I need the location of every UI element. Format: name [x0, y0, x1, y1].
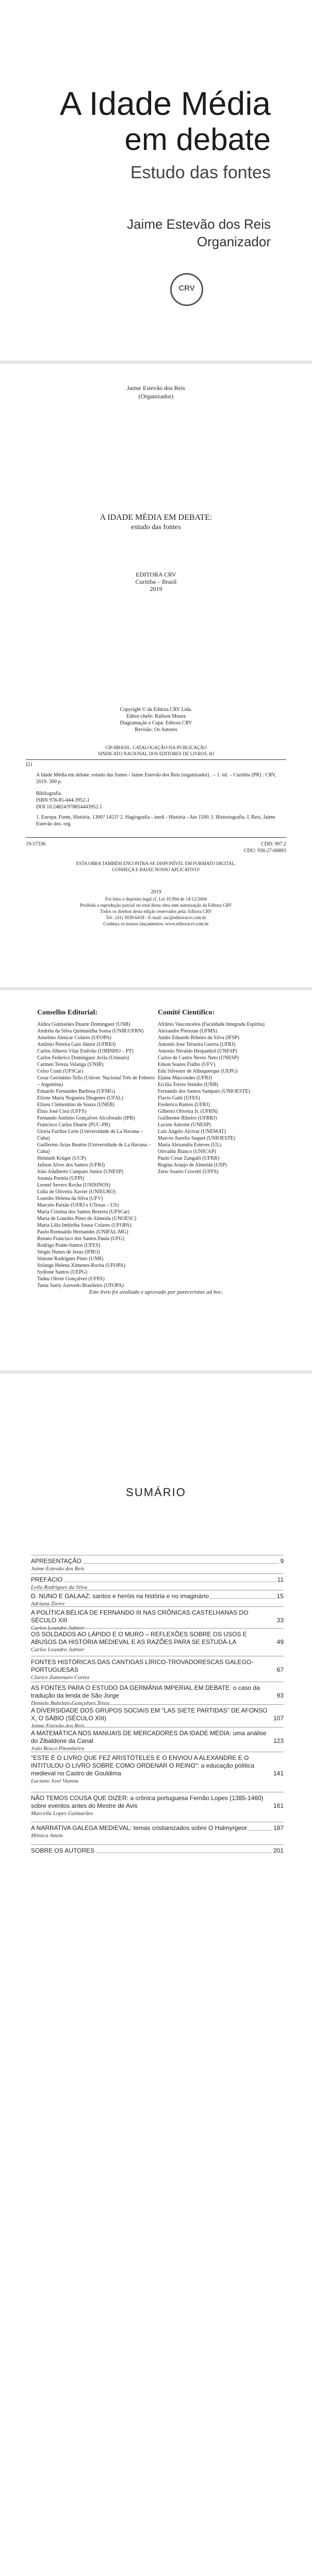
cip-isbn: ISBN 978-85-444-3952-1: [36, 798, 90, 803]
legal-notice: Proibida a reprodução parcial ou total desta obra sem autorização da Editora CRV: [80, 903, 232, 908]
council-member: Tadeu Oliver Gonçalves (UFPA): [37, 1276, 105, 1282]
toc-entry-title: PREFÁCIO: [31, 1576, 63, 1583]
toc-divider: [31, 1844, 284, 1845]
toc-entry-page: 161: [273, 1802, 284, 1809]
half-title-page: [0, 364, 312, 503]
council-list-right: [158, 1021, 276, 1175]
toc-entry[interactable]: [31, 1704, 284, 1730]
cip-code: I21: [26, 762, 33, 768]
council-member: Rodrigo Pratte-Santos (UFES): [37, 1243, 101, 1248]
toc-entry[interactable]: [31, 1682, 284, 1707]
toc-entry-title: A MATEMÁTICA NOS MANUAIS DE MERCADORES DA IDADE MÉDIA: uma análise do Zibaldone da Canal: [31, 1730, 268, 1744]
council-member: Lourdes Helena da Silva (UFV): [37, 1196, 103, 1201]
toc-entry-author: Adriana Zierer: [31, 1601, 65, 1607]
council-member: Fernando dos Santos Sampaio (UNIOESTE): [158, 1089, 250, 1094]
council-member: Gloria Fariñas León (Universidade de La Havana – Cuba): [37, 1129, 143, 1141]
toc-row: [31, 1707, 284, 1722]
publisher-logo: [170, 273, 203, 306]
toc-entry-page: 9: [280, 1557, 284, 1565]
council-member: Marcos Aurelio Saquet (UNIOESTE): [158, 1136, 236, 1141]
toc-entry-author: Carlos Leandro Juttner: [31, 1625, 85, 1631]
title-page: [0, 503, 312, 709]
toc-row: [31, 1658, 284, 1674]
council-member: Helmuth Krüger (UCP): [37, 1156, 86, 1161]
toc-entry-title: AS FONTES PARA O ESTUDO DA GERMÂNIA IMPERIAL EM DEBATE: o caso da tradução da lenda de São Jorge: [31, 1684, 262, 1699]
toc-divider: [31, 1606, 284, 1607]
toc-divider: [31, 1704, 284, 1705]
council-member: Maria Cristina dos Santos Bezerra (UFSCar): [37, 1209, 130, 1215]
contact-phone: Tel.: (41) 3039-6418 - E-mail: sac@editoracrv.com.br: [106, 915, 206, 920]
toc-entry-title: OS SOLDADOS AO LÁPIDO E O MURO – REFLEXÕES SOBRE OS USOS E ABUSOS DA HISTÓRIA MEDIEVAL E AS RAZÕES PARA SE ESTUDÁ-LA: [31, 1631, 249, 1646]
council-note: Este livro foi avaliado e aprovado por pareceristas ad hoc.: [89, 1289, 223, 1295]
council-member: Alexandre Pierezan (UFMS): [158, 1028, 217, 1034]
cip-number: 19-57336: [26, 841, 46, 847]
toc-leader-dots: [83, 1563, 279, 1564]
council-member: Edu Silvestre de Albuquerque (UEPG): [158, 1069, 238, 1074]
publisher-logo-text: CRV: [178, 284, 195, 293]
council-member: Guilherme Ribeiro (UFRRJ): [158, 1115, 217, 1121]
title-page-year: 2019: [150, 585, 162, 592]
cip-classification: CDD: 907.2 CDU: 930.27-06893: [243, 841, 286, 854]
council-member: Sérgio Nunes de Jesus (IFRO): [37, 1249, 100, 1255]
toc-row: [31, 1609, 284, 1624]
council-member: Eduardo Fernandes Barbosa (UFMG): [37, 1089, 115, 1094]
toc-entry-title: A DIVERSIDADE DOS GRUPOS SOCIAIS EM "LAS SIETE PARTIDAS" DE AFONSO X, O SÁBIO (SÉCULO XIII): [31, 1707, 269, 1722]
council-member: João Adalberto Campato Junior (UNESP): [37, 1169, 124, 1175]
cover-role: Organizador: [196, 234, 271, 249]
council-title-left: Conselho Editorial:: [37, 1009, 98, 1016]
toc-entry-author: Daniele Bahrlair-Gonçalves Terra: [31, 1700, 110, 1706]
half-title-role: (Organizador): [138, 393, 174, 400]
toc-leader-dots: [249, 1830, 272, 1831]
toc-row: [31, 1631, 284, 1646]
council-member: Guillermo Arias Beatón (Universidade de La Havana – Cuba): [37, 1142, 151, 1155]
council-member: Antônio Pereira Gaio Júnior (UFRRJ): [37, 1042, 116, 1047]
toc-entry-title: A NARRATIVA GALEGA MEDIEVAL: temas cristianizados sobre O Halmyrgeor: [31, 1824, 247, 1832]
cip-header: CIP-BRASIL. CATALOGAÇÃO-NA-PUBLICAÇÃO: [105, 745, 207, 750]
council-member: Andréia da Silva Quintanilha Sousa (UNIR/UFRN): [37, 1028, 144, 1034]
toc-leader-dots: [210, 1598, 275, 1599]
toc-entry-title: FONTES HISTÓRICAS DAS CANTIGAS LÍRICO-TROVADORESCAS GALEGO-PORTUGUESAS: [31, 1658, 254, 1673]
council-member: Aldira Guimarães Duarte Domínguez (UNB): [37, 1022, 130, 1027]
council-member: Ercilia Torres Steinke (UNB): [158, 1082, 219, 1088]
toc-row: [31, 1592, 284, 1600]
council-member: Antonio Jose Teixeira Guerra (UFRJ): [158, 1042, 236, 1047]
council-member: Orivaldo Bianco (UNICAP): [158, 1149, 216, 1155]
toc-entry-author: Jaime Estevão dos Reis: [31, 1566, 85, 1572]
toc-entry[interactable]: [31, 1752, 284, 1785]
half-title-author: Jaime Estevão dos Reis: [127, 384, 185, 392]
cover-page: [0, 0, 312, 361]
copyright-line: Editor-chefe: Railson Moura: [126, 714, 186, 719]
council-member: Gilberto Oliveira Jr. (UFRN): [158, 1109, 218, 1114]
toc-entry-author: Luciano José Vianna: [31, 1778, 79, 1784]
toc-entry-page: 123: [273, 1737, 284, 1744]
council-member: Jailson Alves dos Santos (UFRJ): [37, 1162, 105, 1168]
toc-entry[interactable]: [31, 1555, 284, 1573]
council-member: Cesar Gerónimo Tello (Univer. Nacional Três de Febrero – Argentina): [37, 1075, 155, 1088]
council-member: Celso Conti (UFSCar): [37, 1069, 84, 1074]
council-member: Solange Helena Ximenes-Rocha (UFOPA): [37, 1263, 125, 1268]
council-member: Sydione Santos (UEPG): [37, 1269, 88, 1275]
council-member: Edson Soares Fialho (UFV): [158, 1062, 216, 1067]
council-member: Luis Angelo Alcivar (UNEMAT): [158, 1129, 226, 1134]
cover-title-line2: em debate: [124, 122, 271, 157]
toc-entry[interactable]: [31, 1628, 284, 1654]
toc-divider: [31, 1628, 284, 1629]
council-member: Regina Araujo de Almeida (USP): [158, 1162, 227, 1168]
toc-entry-author: Mônica Amim: [31, 1833, 63, 1839]
toc-entry[interactable]: [31, 1590, 284, 1608]
rights-notice: Todos os direitos desta edição reservados pela: Editora CRV: [100, 909, 212, 914]
toc-row: [31, 1557, 284, 1565]
title-page-title: A IDADE MÉDIA EM DEBATE:: [100, 513, 212, 522]
council-member: Fernando Antônio Gonçalves Alcoforado (IPB): [37, 1115, 135, 1121]
title-page-publisher: EDITORA CRV: [136, 571, 176, 578]
council-member: Andre Eduardo Ribeiro da Silva (IFSP): [158, 1035, 240, 1041]
toc-row: [31, 1794, 284, 1810]
council-member: Afrânio Vasconcelos (Faculdade Integrada Espírita): [158, 1022, 265, 1027]
toc-entry-page: 93: [276, 1692, 284, 1699]
toc-row: [31, 1576, 284, 1584]
council-member: Elizeu Clementino de Souza (UNEB): [37, 1102, 114, 1108]
toc-entry-author: Leila Rodrigues da Silva: [31, 1584, 88, 1590]
council-page: [0, 990, 312, 1371]
council-member: Leonel Severo Rocha (UNISINOS): [37, 1182, 110, 1188]
toc-entry-page: 67: [276, 1666, 284, 1673]
toc-entry-author: Marcella Lopes Guimarães: [31, 1810, 93, 1817]
cip-body: A Idade Média em debate: estudo das fontes / Jaime Estevão dos Reis (organizador) . – 1. ed. – Curitiba [PR] : CRV, 2019. 300 p.: [36, 772, 276, 785]
cip-subjects: 1. Europa. Fonte, História. 1300? 1453? 2. Hagiografia - inedi - História - Ato 1500. I. Historiografia. I. Reis, Jaime Estevão dos. org.: [36, 815, 275, 827]
council-member: Zeno Soares Crocetti (UFFS): [158, 1169, 219, 1175]
council-member: Anselmo Alencar Colares (UFOPA): [37, 1035, 111, 1041]
toc-entry-title: D. NUNO E GALAAZ: santos e heróis na história e no imaginário: [31, 1592, 209, 1600]
toc-entry[interactable]: [31, 1573, 284, 1591]
cip-doi: DOI 10.24824/978854443952.1: [36, 804, 103, 810]
toc-entry-author: João Bosco Pitombeira: [31, 1745, 85, 1752]
toc-entry-author: Carlos Leandro Juttner: [31, 1647, 85, 1653]
copyright-line: Diagramação e Capa: Editora CRV: [120, 720, 192, 726]
council-title-right: Comitê Científico:: [158, 1009, 215, 1016]
copyright-year: 2019: [151, 889, 161, 895]
toc-entry-title: NÃO TEMOS COUSA QUE DIZER: a crônica portuguesa Fernão Lopes (1385-1460) sobre eventos antes do Mestre de Avis: [31, 1794, 265, 1809]
copyright-line: Revisão: Os Autores: [135, 727, 177, 733]
toc-entry-title: A POLÍTICA BÉLICA DE FERNANDO III NAS CRÔNICAS CASTELHANAS DO SÉCULO XIII: [31, 1609, 250, 1624]
toc-entry-title: "ESTE É O LIVRO QUE FEZ ARISTÓTELES E O ENVIOU A ALEXANDRE E O INTITULOU O LIVRO SOBRE COMO ORDENAR O REINO": a educação política medieval no Castro de Gouldima: [31, 1754, 256, 1777]
council-member: Carlos de Castro Neves Neto (UNESP): [158, 1055, 239, 1061]
toc-title: SUMÁRIO: [126, 1486, 186, 1499]
cover-title-line1: A Idade Média: [59, 85, 271, 122]
council-member: Carlos Alberto Vilar Estêvão (UMINHO – PT): [37, 1048, 134, 1054]
toc-row: [31, 1730, 284, 1745]
council-list-left: [37, 1021, 156, 1289]
toc-entry-page: 107: [273, 1715, 284, 1722]
council-member: Lídia de Oliveira Xavier (UNIEURO): [37, 1189, 116, 1195]
council-member: Antonio Nivaldo Hespanhol (UNESP): [158, 1048, 237, 1054]
toc-entry-page: 141: [273, 1770, 284, 1777]
cover-author: Jaime Estevão dos Reis: [127, 216, 271, 232]
toc-entry-author: Jaime Estevão dos Reis: [31, 1723, 85, 1729]
council-member: Paulo Romualdo Hernandes (UNIFAL-MG): [37, 1229, 128, 1235]
toc-row: [31, 1847, 284, 1855]
title-page-subtitle: estudo das fontes: [131, 523, 181, 531]
toc-entry-author: Clarice Zamonaro Cortez: [31, 1674, 90, 1681]
toc-entry[interactable]: [31, 1822, 284, 1840]
toc-entry-title: APRESENTAÇÃO: [31, 1557, 81, 1565]
council-member: Flavio Gatti (UFES): [158, 1095, 200, 1101]
toc-entry-page: 201: [273, 1847, 284, 1854]
council-member: Tania Suely Azevedo Brasileiro (UFOPA): [37, 1283, 124, 1289]
cip-header-2: SINDICATO NACIONAL DOS EDITORES DE LIVROS, RJ: [97, 751, 215, 756]
council-member: Carmen Tereza Velanga (UNIR): [37, 1062, 104, 1067]
council-member: Elaine Marcondes (UFRJ): [158, 1075, 212, 1081]
cip-bibliography: Bibliografia: [36, 791, 61, 796]
toc-entry-page: 49: [276, 1638, 284, 1646]
council-member: Simone Rodrigues Pinto (UNB): [37, 1256, 104, 1262]
council-member: Maria Lília Imbiriba Sousa Colares (UFOPA): [37, 1223, 132, 1228]
council-member: Carlos Federico Dominguez Avila (Unieuro): [37, 1055, 129, 1061]
council-member: Frederico Ramos (UFRJ): [158, 1102, 210, 1108]
legal-deposit: Foi feito o depósito legal cf. Lei 10.994 de 14/12/2004: [105, 896, 207, 902]
council-member: Lucien Antoine (UNESP): [158, 1122, 211, 1128]
toc-row: [31, 1824, 284, 1832]
toc-page: [0, 1374, 312, 2404]
copyright-page: [0, 706, 312, 984]
toc-entry-page: 187: [273, 1824, 284, 1832]
toc-entry-page: 15: [276, 1592, 284, 1600]
council-member: Renato Francisco dos Santos Paula (UFG): [37, 1236, 125, 1242]
toc-row: [31, 1754, 284, 1777]
council-member: Paulo Cesar Zangalli (UFRR): [158, 1156, 220, 1161]
cover-subtitle: Estudo das fontes: [130, 163, 271, 182]
toc-entry-title: SOBRE OS AUTORES: [31, 1847, 95, 1854]
copyright-line: Copyright © da Editora CRV Ltda.: [120, 707, 192, 713]
contact-site: Conheça os nossos lançamentos: www.editoracrv.com.br: [103, 921, 209, 926]
toc-entry[interactable]: [31, 1727, 284, 1753]
toc-entry[interactable]: [31, 1656, 284, 1682]
title-page-city: Curitiba – Brasil: [135, 578, 177, 585]
toc-entry-page: 33: [276, 1617, 284, 1624]
council-member: Élsio José Corá (UFFS): [37, 1109, 87, 1114]
toc-row: [31, 1684, 284, 1700]
toc-entry[interactable]: [31, 1792, 284, 1818]
council-member: Francisco Carlos Duarte (PUC-PR): [37, 1122, 110, 1128]
digital-notice: ESTA OBRA TAMBÉM ENCONTRA-SE DISPONÍVEL EM FORMATO DIGITAL. CONHEÇA E BAIXE NOSSO APLICATIVO!: [76, 861, 236, 872]
council-member: Elione Maria Nogueira Diogenes (UFAL): [37, 1095, 123, 1101]
council-member: Marcelo Paixão (UFRJ e UTexas – US): [37, 1202, 119, 1208]
council-member: Maria Alexandra Esteves (UL): [158, 1142, 222, 1148]
council-member: Josania Portela (UFPI): [37, 1176, 85, 1181]
council-member: Maria de Lourdes Pinto de Almeida (UNOESC): [37, 1216, 137, 1222]
toc-divider: [31, 1573, 284, 1574]
toc-entry-page: 11: [277, 1576, 284, 1583]
toc-entry[interactable]: [31, 1844, 284, 1855]
